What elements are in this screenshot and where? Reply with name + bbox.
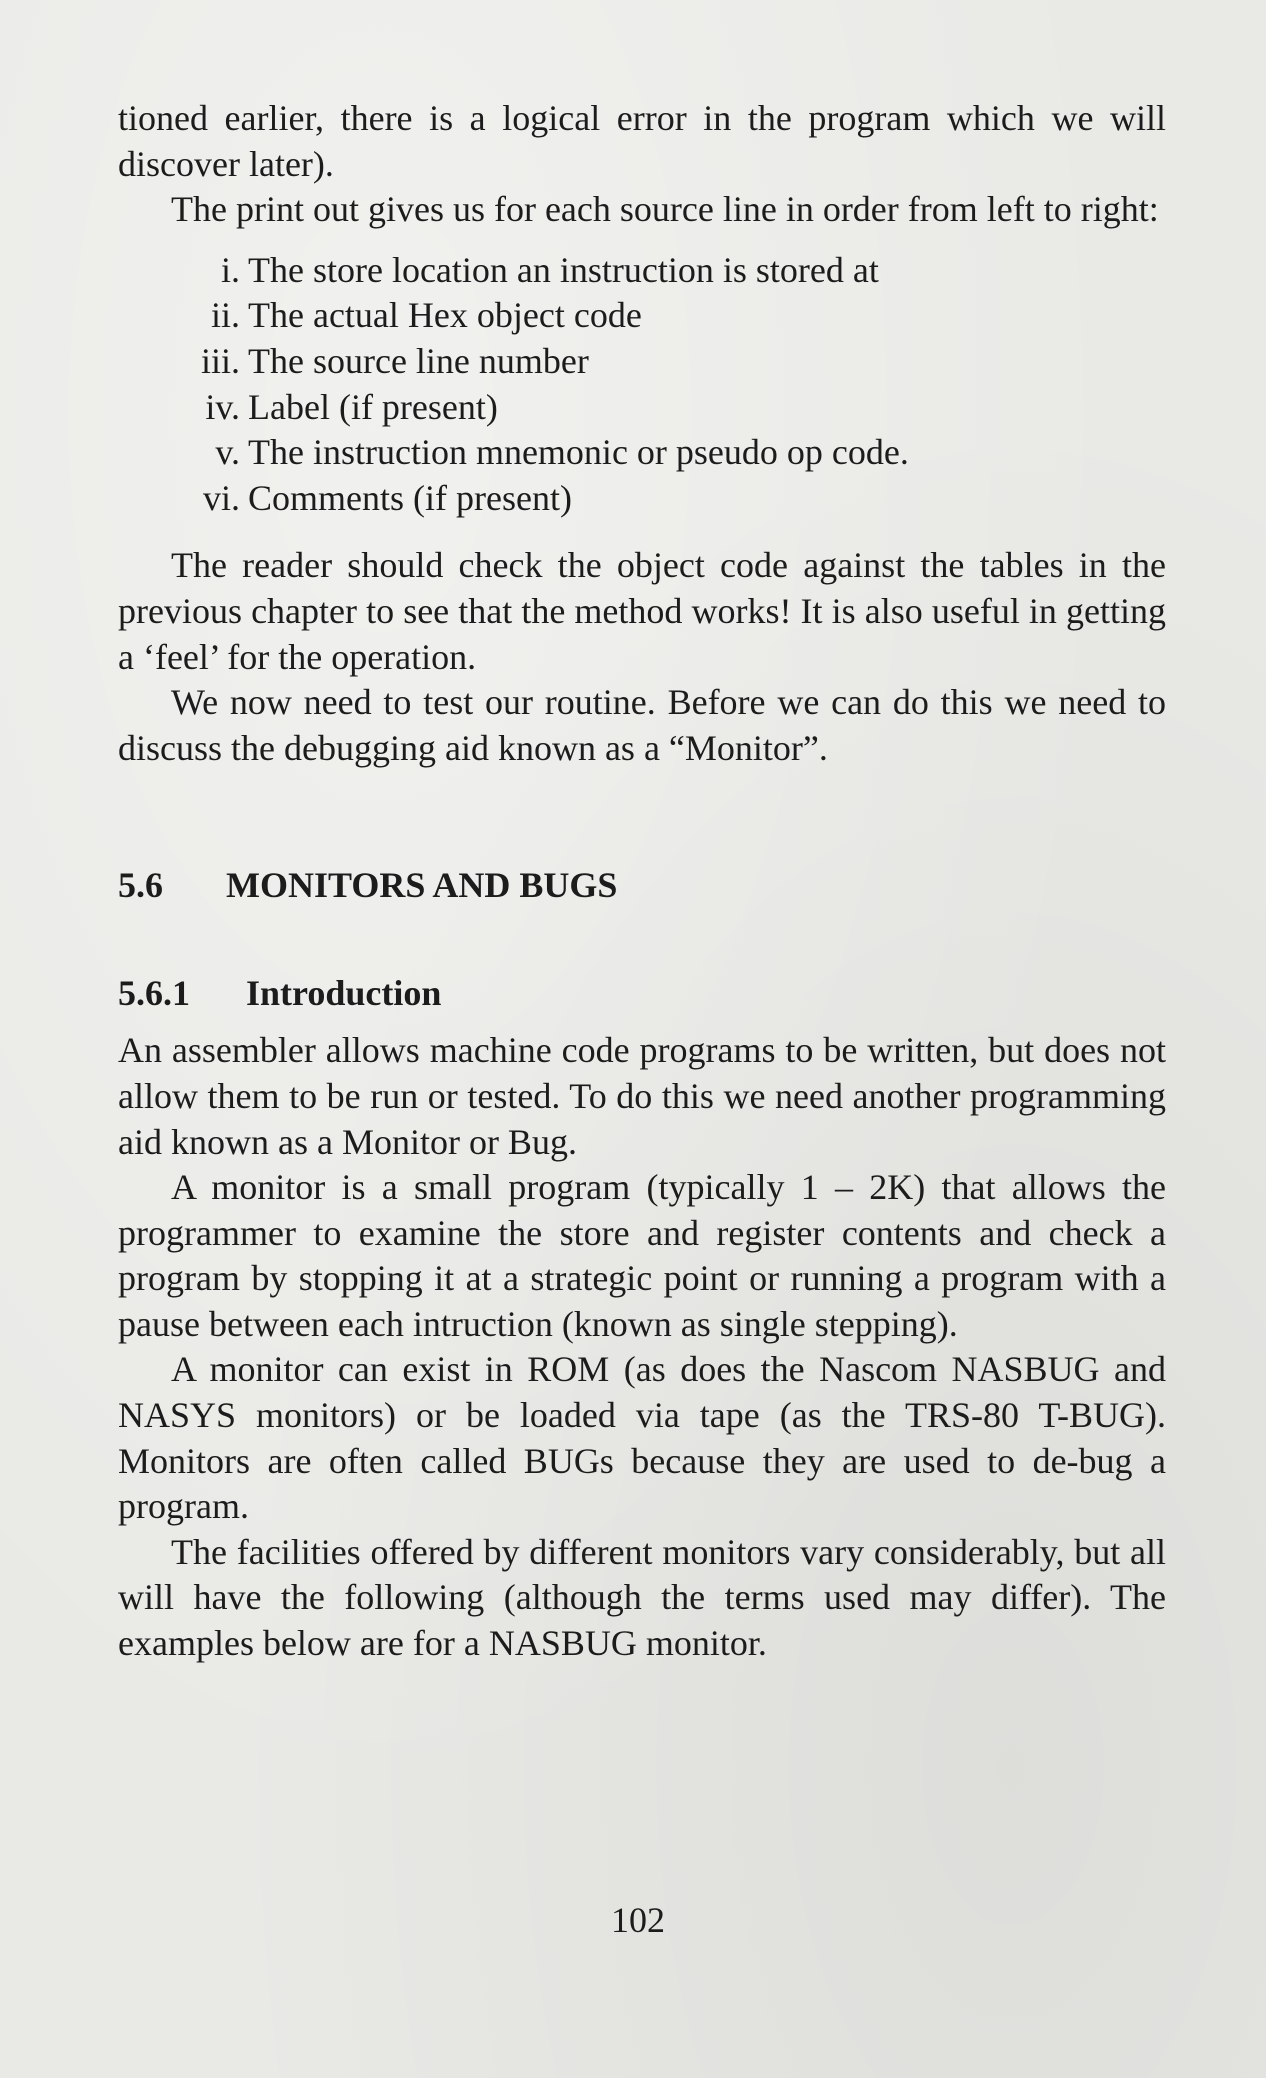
list-item: [118, 385, 1166, 431]
list-item-text: The store location an instruction is stored at: [248, 249, 879, 290]
list-item: [118, 430, 1166, 476]
paragraph-continuation: tioned earlier, there is a logical error in the program which we will discover later).: [118, 98, 1166, 184]
paragraph-test-routine: We now need to test our routine. Before we can do this we need to discuss the debugging aid known as a “Monitor”.: [118, 682, 1166, 768]
section-number: 5.6: [118, 865, 163, 906]
paragraph-monitor-rom: A monitor can exist in ROM (as does the Nascom NASBUG and NASYS monitors) or be loaded via tape (as the TRS-80 T-BUG). Monitors are often called BUGs because they are used to de-bug a program.: [118, 1349, 1166, 1527]
list-item-number: ii.: [210, 295, 240, 336]
list-item: [118, 248, 1166, 294]
list-item-text: The actual Hex object code: [248, 295, 642, 336]
paragraph-check-object-code: The reader should check the object code against the tables in the previous chapter to see that the method works! It is also useful in getting a ‘feel’ for the operation.: [118, 545, 1166, 677]
list-item-number: vi.: [202, 477, 240, 518]
paragraph-monitor-definition: A monitor is a small program (typically 1 – 2K) that allows the programmer to examine the store and register contents and check a program by stopping it at a strategic point or running a program with a pause between each intruction (known as single stepping).: [118, 1167, 1166, 1344]
list-item: [118, 476, 1166, 522]
list-item-text: Label (if present): [248, 386, 498, 427]
list-item-number: v.: [215, 432, 240, 473]
list-item-text: The instruction mnemonic or pseudo op code.: [248, 432, 909, 473]
paragraph-assembler: An assembler allows machine code programs to be written, but does not allow them to be run or tested. To do this we need another programming aid known as a Monitor or Bug.: [118, 1030, 1166, 1162]
list-item-number: i.: [220, 249, 240, 290]
subsection-heading: [118, 971, 1166, 1016]
section-title: MONITORS AND BUGS: [226, 865, 618, 906]
paragraph-monitor-facilities: The facilities offered by different monitors vary considerably, but all will have the following (although the terms used may differ). The examples below are for a NASBUG monitor.: [118, 1531, 1166, 1664]
list-item: [118, 339, 1166, 385]
section-heading: [118, 863, 1166, 908]
paragraph-printout-intro: The print out gives us for each source line in order from left to right:: [171, 189, 1159, 230]
list-item-text: Comments (if present): [248, 477, 572, 518]
list-item: [118, 293, 1166, 339]
subsection-title: Introduction: [246, 973, 442, 1014]
page-body: [118, 96, 1166, 1667]
subsection-number: 5.6.1: [118, 973, 190, 1014]
list-item-text: The source line number: [248, 340, 589, 381]
list-item-number: iii.: [200, 340, 240, 381]
list-item-number: iv.: [205, 386, 240, 427]
printout-field-list: [118, 248, 1166, 522]
page-number: 102: [611, 1900, 665, 1940]
